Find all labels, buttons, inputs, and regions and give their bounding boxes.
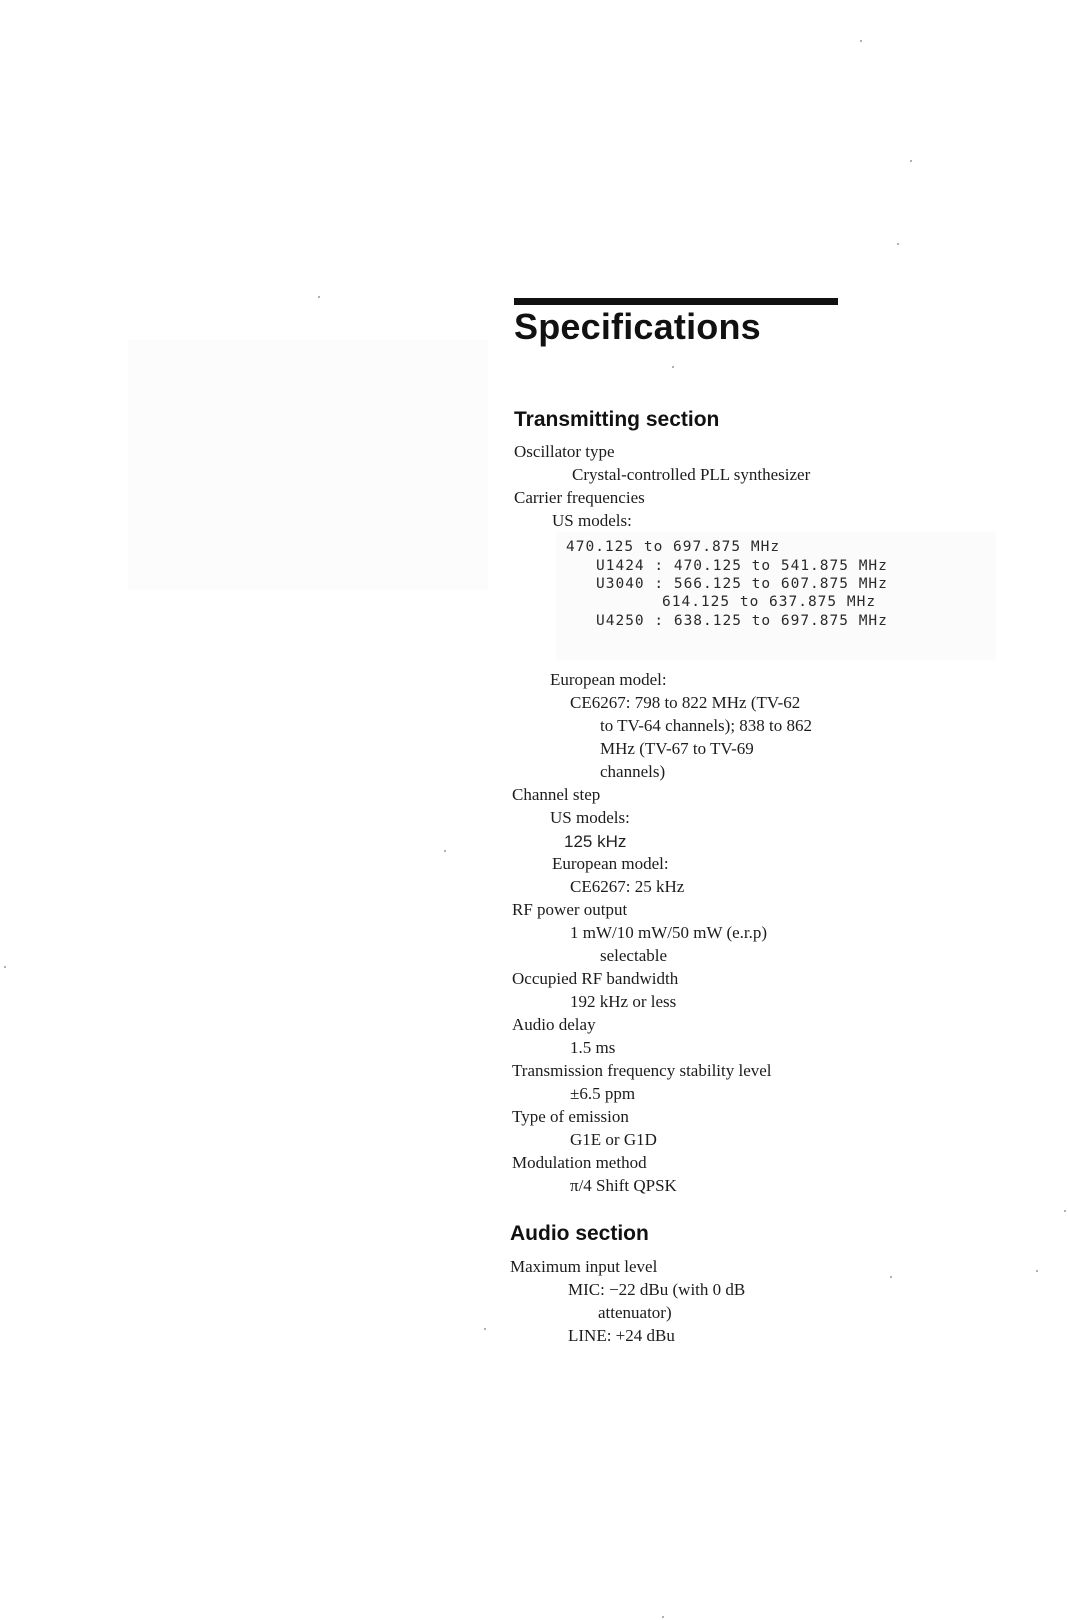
line-value: LINE: +24 dBu <box>568 1326 675 1345</box>
scan-speck <box>1064 1210 1066 1212</box>
eu-model-label: European model: <box>550 670 667 689</box>
scan-speck <box>897 243 899 245</box>
us-line: U3040 : 566.125 to 607.875 MHz <box>596 576 888 592</box>
rf-power-value: selectable <box>600 946 668 965</box>
eu-line: MHz (TV-67 to TV-69 <box>600 739 754 758</box>
eu-line: channels) <box>600 762 666 781</box>
us-range: 470.125 to 697.875 MHz <box>566 539 781 555</box>
oscillator-label: Oscillator type <box>514 442 615 461</box>
bandwidth-value: 192 kHz or less <box>570 992 677 1011</box>
channel-step-label: Channel step <box>512 785 601 804</box>
oscillator-value: Crystal-controlled PLL synthesizer <box>572 465 811 484</box>
scan-speck <box>318 296 320 298</box>
audio-delay-value: 1.5 ms <box>570 1038 616 1057</box>
scan-speck <box>860 40 862 42</box>
us-models-label: US models: <box>552 511 632 530</box>
scan-speck <box>890 1276 892 1278</box>
scan-speck <box>1036 1270 1038 1272</box>
scan-speck <box>662 1616 664 1618</box>
scan-speck <box>444 850 446 852</box>
emission-value: G1E or G1D <box>570 1130 657 1149</box>
us-line: U4250 : 638.125 to 697.875 MHz <box>596 613 888 629</box>
max-input-label: Maximum input level <box>510 1257 658 1276</box>
modulation-value: π/4 Shift QPSK <box>570 1176 677 1195</box>
scan-speck <box>910 160 912 162</box>
us-line: 614.125 to 637.875 MHz <box>662 594 877 610</box>
transmitting-heading: Transmitting section <box>514 408 720 431</box>
page-title: Specifications <box>514 306 761 347</box>
stability-value: ±6.5 ppm <box>570 1084 636 1103</box>
rf-power-label: RF power output <box>512 900 628 919</box>
title-rule <box>514 298 838 305</box>
audio-delay-label: Audio delay <box>512 1015 596 1034</box>
us-line: U1424 : 470.125 to 541.875 MHz <box>596 558 888 574</box>
cs-us-value: 125 kHz <box>564 832 627 851</box>
cs-us-label: US models: <box>550 808 630 827</box>
carrier-label: Carrier frequencies <box>514 488 645 507</box>
mic-value: attenuator) <box>598 1303 672 1322</box>
rf-power-value: 1 mW/10 mW/50 mW (e.r.p) <box>570 923 768 942</box>
emission-label: Type of emission <box>512 1107 629 1126</box>
mic-value: MIC: −22 dBu (with 0 dB <box>568 1280 746 1299</box>
cs-eu-value: CE6267: 25 kHz <box>570 877 685 896</box>
cs-eu-label: European model: <box>552 854 669 873</box>
eu-line: CE6267: 798 to 822 MHz (TV-62 <box>570 693 801 712</box>
modulation-label: Modulation method <box>512 1153 647 1172</box>
stability-label: Transmission frequency stability level <box>512 1061 772 1080</box>
eu-line: to TV-64 channels); 838 to 862 <box>600 716 813 735</box>
scan-speck <box>484 1328 486 1330</box>
scan-speck <box>4 966 6 968</box>
scan-shadow <box>128 340 488 590</box>
bandwidth-label: Occupied RF bandwidth <box>512 969 679 988</box>
audio-heading: Audio section <box>510 1222 649 1245</box>
scan-speck <box>672 366 674 368</box>
